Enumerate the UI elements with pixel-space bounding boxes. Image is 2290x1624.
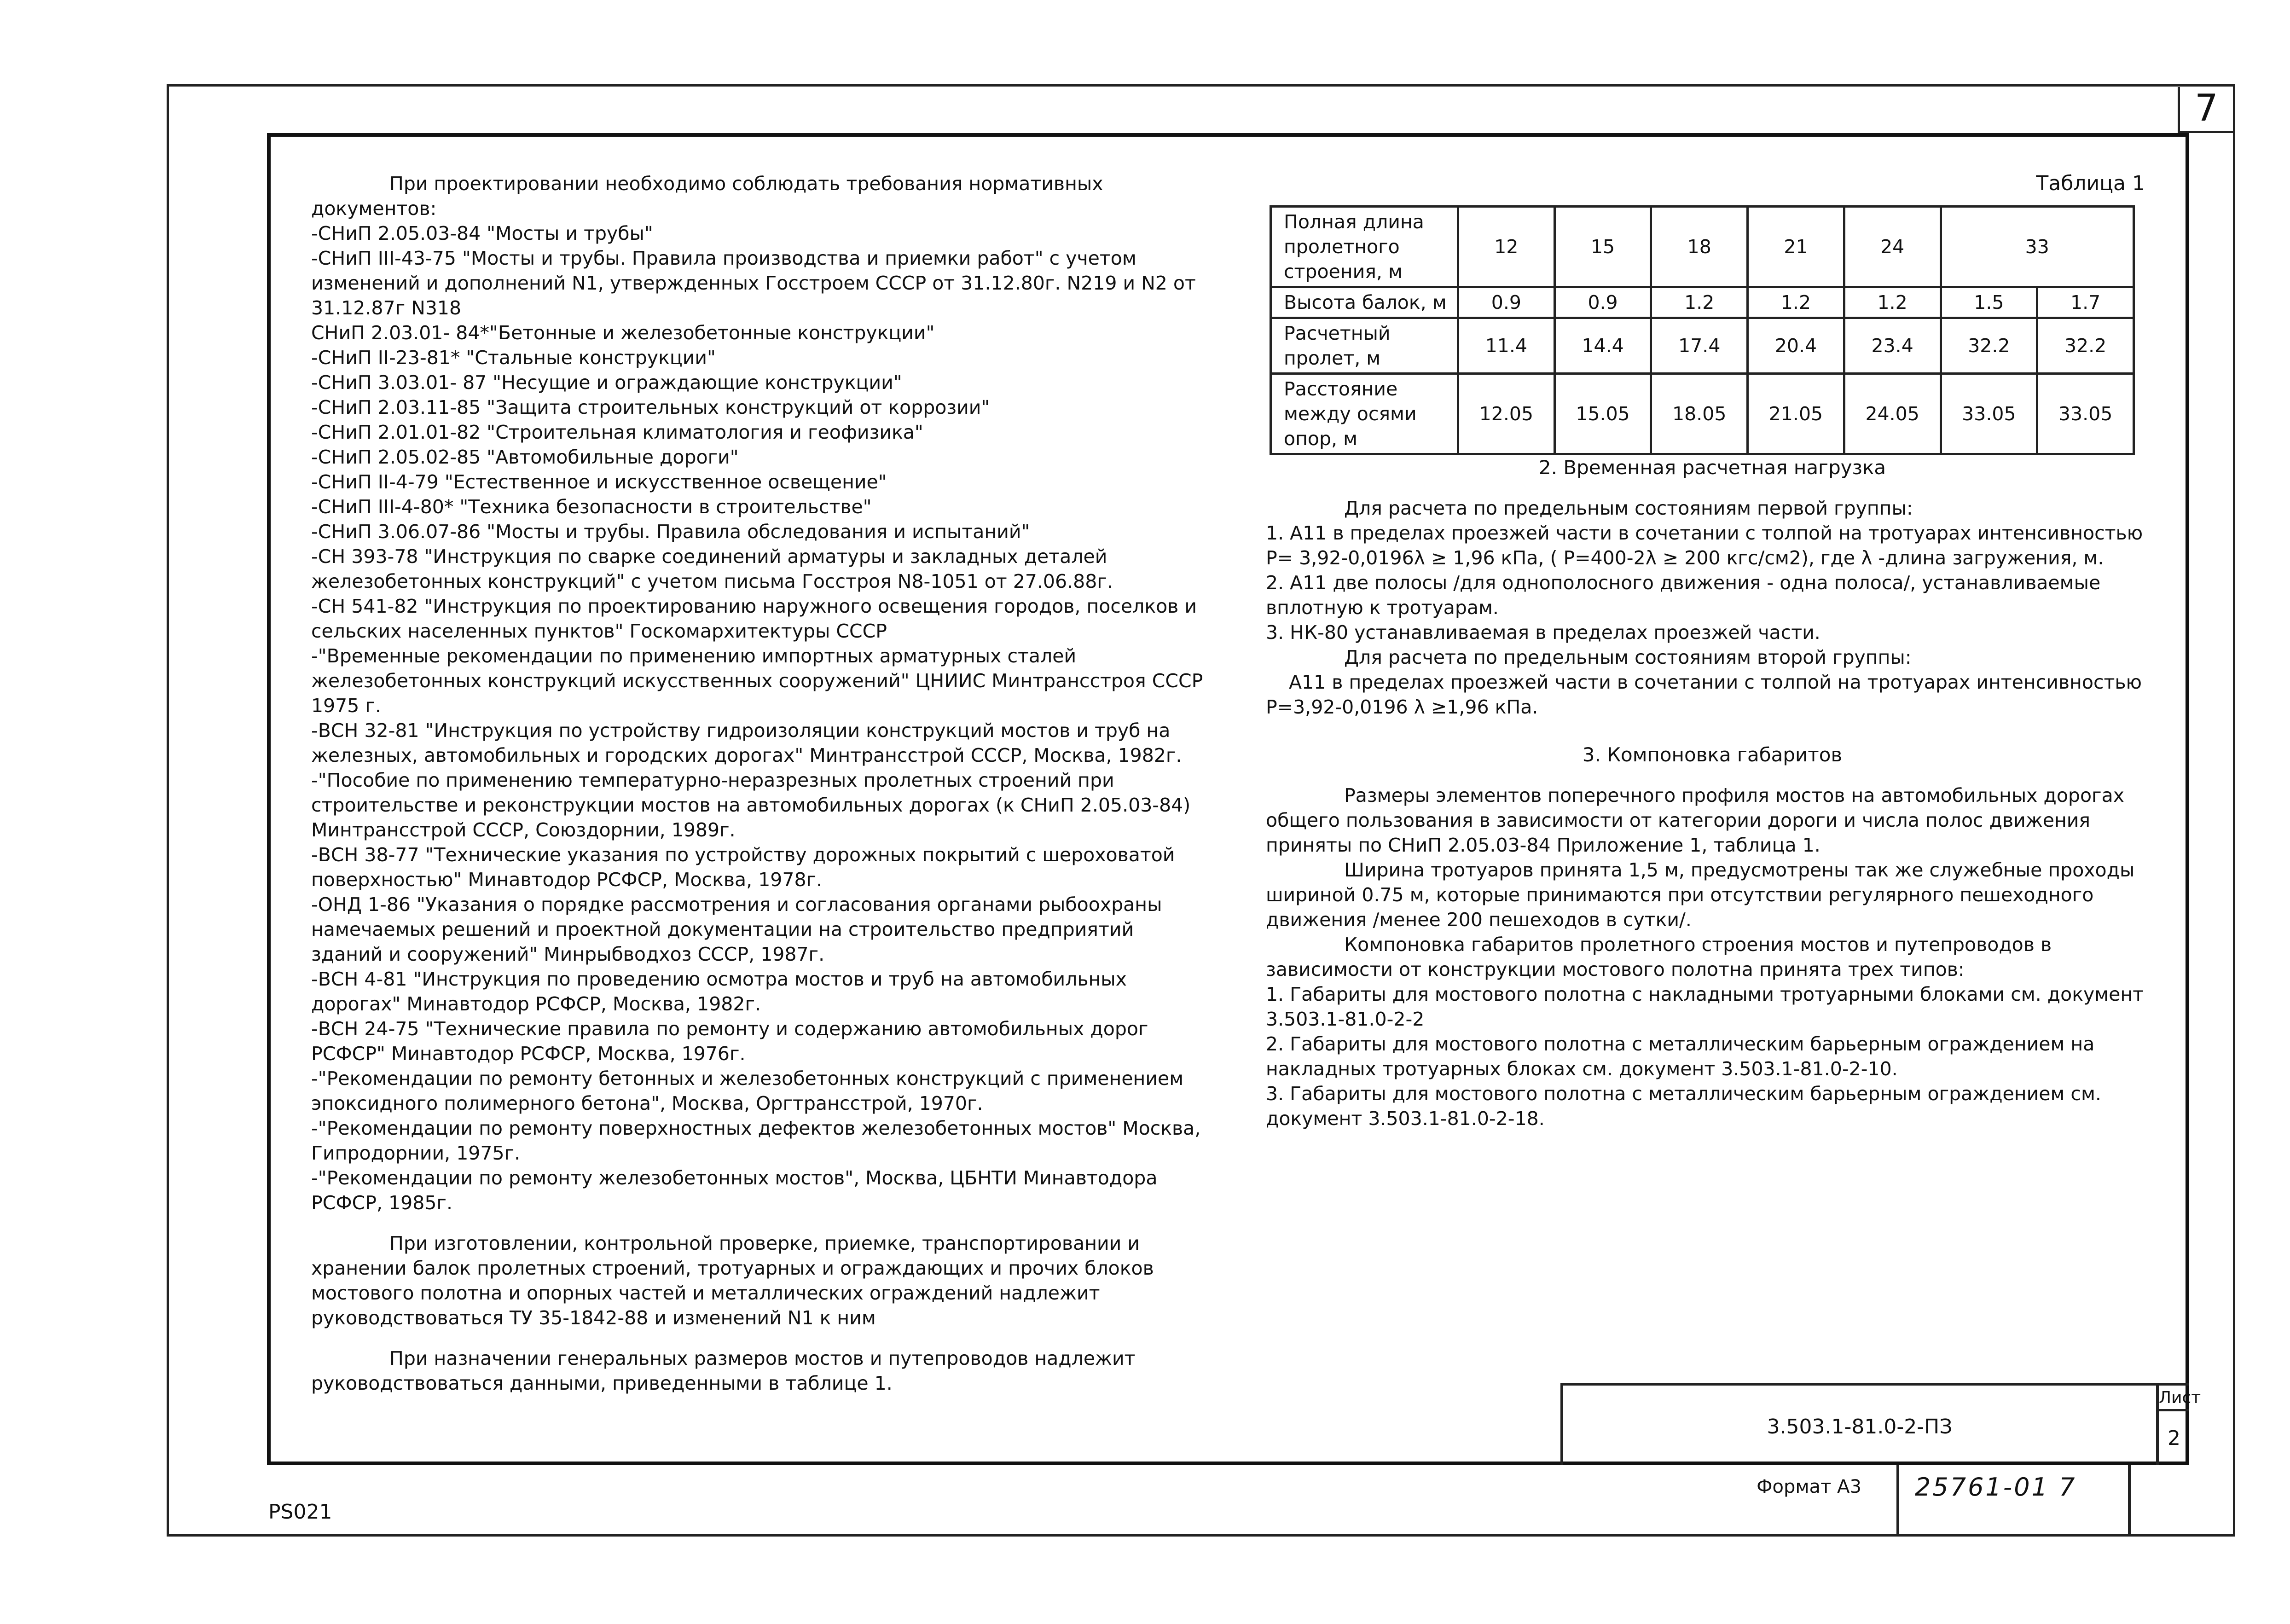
table-cell: 33.05 — [1941, 374, 2037, 454]
table-cell: 18.05 — [1651, 374, 1748, 454]
section-3-title: 3. Компоновка габаритов — [1582, 743, 1843, 766]
table-cell: 32.2 — [2037, 318, 2134, 374]
table-caption: Таблица 1 — [2036, 172, 2145, 195]
table-row — [1271, 374, 2134, 454]
table-cell: 1.7 — [2037, 287, 2134, 318]
table-cell: 23.4 — [1844, 318, 1941, 374]
inventory-number: 25761-01 7 — [1915, 1473, 2077, 1502]
row-label: Высота балок, м — [1271, 287, 1458, 318]
table-cell: 20.4 — [1748, 318, 1844, 374]
divider — [1896, 1465, 1899, 1534]
row-label: Расстояние между осями опор, м — [1271, 374, 1458, 454]
format-label: Формат А3 — [1757, 1476, 1861, 1497]
section-2-paragraph: 3. НК-80 устанавливаемая в пределах проезжей части. — [1266, 621, 1820, 644]
normative-doc-item: -СНиП 2.01.01-82 "Строительная климатология и геофизика" — [311, 421, 923, 443]
section-2-paragraph: 2. А11 две полосы /для однополосного движения - одна полоса/, устанавливаемые вплотную к тротуарам. — [1266, 572, 2101, 619]
section-3-paragraph: Ширина тротуаров принята 1,5 м, предусмотрены так же служебные проходы шириной 0.75 м, которые принимаются при отсутствии регулярного пешеходного движения /менее 200 пешеходов в сутки/. — [1266, 859, 2135, 931]
normative-doc-item: СНиП 2.03.01- 84*"Бетонные и железобетонные конструкции" — [311, 322, 935, 344]
table-cell: 15.05 — [1554, 374, 1651, 454]
sheet-number: 7 — [2178, 87, 2233, 133]
table-cell: 33.05 — [2037, 374, 2134, 454]
section-2-paragraph: Для расчета по предельным состояниям первой группы: — [1344, 497, 1913, 519]
section-3-paragraph: Размеры элементов поперечного профиля мостов на автомобильных дорогах общего пользования в зависимости от категории дороги и числа полос движения приняты по СНиП 2.05.03-84 Приложение 1, таблица 1. — [1266, 784, 2124, 856]
manufacture-paragraph: При изготовлении, контрольной проверке, приемке, транспортировании и хранении балок пролетных строений, тротуарных и ограждающих и прочих блоков мостового полотна и опорных частей и металлических ограждений надлежит руководствоваться ТУ 35-1842-88 и изменений N1 к ним — [311, 1232, 1154, 1329]
table-cell: 1.5 — [1941, 287, 2037, 318]
table-cell: 1.2 — [1651, 287, 1748, 318]
table-cell: 21.05 — [1748, 374, 1844, 454]
table-cell: 24.05 — [1844, 374, 1941, 454]
normative-doc-item: -СНиП 2.05.03-84 "Мосты и трубы" — [311, 222, 653, 244]
section-2-paragraph: А11 в пределах проезжей части в сочетании с толпой на тротуарах интенсивностью Р=3,92-0,0196 λ ≥1,96 кПа. — [1266, 671, 2142, 718]
section-2-paragraph: 1. А11 в пределах проезжей части в сочетании с толпой на тротуарах интенсивностью Р= 3,92-0,0196λ ≥ 1,96 кПа, ( Р=400-2λ ≥ 200 кгс/см2), где λ -длина загружения, м. — [1266, 522, 2143, 569]
table-cell: 11.4 — [1458, 318, 1555, 374]
normative-doc-item: -СНиП 3.06.07-86 "Мосты и трубы. Правила обследования и испытаний" — [311, 521, 1030, 543]
list-number: 2 — [2156, 1411, 2189, 1465]
normative-doc-item: -"Рекомендации по ремонту бетонных и железобетонных конструкций с применением эпоксидного полимерного бетона", Москва, Оргтрансстрой, 1970г. — [311, 1067, 1184, 1114]
normative-doc-item: -СН 541-82 "Инструкция по проектированию наружного освещения городов, поселков и сельских населенных пунктов" Госкомархитектуры СССР — [311, 595, 1197, 642]
intro-text: При проектировании необходимо соблюдать требования нормативных документов: — [311, 173, 1103, 220]
table-cell: 15 — [1554, 207, 1651, 287]
sheet-code: PS021 — [268, 1500, 332, 1524]
section-2-title: 2. Временная расчетная нагрузка — [1538, 456, 1886, 479]
section-3-paragraph: 3. Габариты для мостового полотна с металлическим барьерным ограждением см. документ 3.503.1-81.0-2-18. — [1266, 1083, 2101, 1130]
section-3-paragraph: Компоновка габаритов пролетного строения мостов и путепроводов в зависимости от конструкции мостового полотна принята трех типов: — [1266, 934, 2052, 980]
section-2-paragraph: Для расчета по предельным состояниям второй группы: — [1344, 646, 1912, 668]
table-cell: 1.2 — [1748, 287, 1844, 318]
table-cell: 12.05 — [1458, 374, 1555, 454]
document-designation: 3.503.1-81.0-2-ПЗ — [1560, 1383, 2156, 1465]
table-cell: 12 — [1458, 207, 1555, 287]
table-cell: 24 — [1844, 207, 1941, 287]
divider — [2128, 1465, 2131, 1534]
table-cell: 32.2 — [1941, 318, 2037, 374]
row-label: Полная длина пролетного строения, м — [1271, 207, 1458, 287]
normative-doc-item: -СНиП 2.03.11-85 "Защита строительных конструкций от коррозии" — [311, 396, 990, 418]
table-cell: 14.4 — [1554, 318, 1651, 374]
table-cell: 17.4 — [1651, 318, 1748, 374]
normative-doc-item: -ВСН 4-81 "Инструкция по проведению осмотра мостов и труб на автомобильных дорогах" Минавтодор РСФСР, Москва, 1982г. — [311, 968, 1127, 1015]
title-block — [1560, 1383, 2201, 1465]
normative-doc-item: -СН 393-78 "Инструкция по сварке соединений арматуры и закладных деталей железобетонных конструкций" с учетом письма Госстроя N8-1051 от 27.06.88г. — [311, 545, 1113, 592]
normative-doc-item: -СНиП II-23-81* "Стальные конструкции" — [311, 347, 716, 369]
section-3-paragraph: 2. Габариты для мостового полотна с металлическим барьерным ограждением на накладных тротуарных блоках см. документ 3.503.1-81.0-2-10. — [1266, 1033, 2095, 1080]
normative-doc-item: -СНиП III-43-75 "Мосты и трубы. Правила производства и приемки работ" с учетом изменений и дополнений N1, утвержденных Госстроем СССР от 31.12.80г. N219 и N2 от 31.12.87г N318 — [311, 247, 1196, 319]
normative-doc-item: -СНиП 2.05.02-85 "Автомобильные дороги" — [311, 446, 739, 468]
list-label: Лист — [2156, 1383, 2189, 1411]
normative-doc-item: -"Временные рекомендации по применению импортных арматурных сталей железобетонных конструкций искусственных сооружений" ЦНИИС Минтрансстроя СССР 1975 г. — [311, 645, 1203, 717]
normative-doc-item: -"Рекомендации по ремонту железобетонных мостов", Москва, ЦБНТИ Минавтодора РСФСР, 1985г. — [311, 1167, 1158, 1214]
table-cell: 21 — [1748, 207, 1844, 287]
normative-doc-item: -ВСН 38-77 "Технические указания по устройству дорожных покрытий с шероховатой поверхностью" Минавтодор РСФСР, Москва, 1978г. — [311, 844, 1175, 891]
normative-doc-item: -ОНД 1-86 "Указания о порядке рассмотрения и согласования органами рыбоохраны намечаемых решений и проектной документации на строительство предприятий зданий и сооружений" Минрыбводхоз СССР, 1987г. — [311, 893, 1162, 965]
normative-doc-item: -СНиП III-4-80* "Техника безопасности в строительстве" — [311, 496, 872, 518]
left-column — [311, 171, 1209, 1396]
table-cell: 1.2 — [1844, 287, 1941, 318]
normative-doc-item: -СНиП II-4-79 "Естественное и искусственное освещение" — [311, 471, 887, 493]
table-row — [1271, 318, 2134, 374]
row-label: Расчетный пролет, м — [1271, 318, 1458, 374]
right-column — [1266, 171, 2159, 1131]
section-3-paragraph: 1. Габариты для мостового полотна с накладными тротуарными блоками см. документ 3.503.1-81.0-2-2 — [1266, 983, 2144, 1030]
table-row — [1271, 287, 2134, 318]
table-cell: 0.9 — [1458, 287, 1555, 318]
normative-doc-item: -"Пособие по применению температурно-неразрезных пролетных строений при строительстве и реконструкции мостов на автомобильных дорогах (к СНиП 2.05.03-84) Минтрансстрой СССР, Союздорнии, 1989г. — [311, 769, 1191, 841]
normative-doc-item: -ВСН 24-75 "Технические правила по ремонту и содержанию автомобильных дорог РСФСР" Минавтодор РСФСР, Москва, 1976г. — [311, 1018, 1148, 1065]
normative-doc-item: -"Рекомендации по ремонту поверхностных дефектов железобетонных мостов" Москва, Гипродорнии, 1975г. — [311, 1117, 1201, 1164]
table-row — [1271, 207, 2134, 287]
table-cell: 0.9 — [1554, 287, 1651, 318]
table-cell: 33 — [1941, 207, 2133, 287]
normative-docs-list — [311, 221, 1209, 1215]
span-parameters-table — [1270, 205, 2135, 455]
sizes-paragraph: При назначении генеральных размеров мостов и путепроводов надлежит руководствоваться данными, приведенными в таблице 1. — [311, 1347, 1136, 1394]
table-cell: 18 — [1651, 207, 1748, 287]
normative-doc-item: -ВСН 32-81 "Инструкция по устройству гидроизоляции конструкций мостов и труб на железных, автомобильных и городских дорогах" Минтрансстрой СССР, Москва, 1982г. — [311, 719, 1182, 766]
normative-doc-item: -СНиП 3.03.01- 87 "Несущие и ограждающие конструкции" — [311, 371, 902, 394]
